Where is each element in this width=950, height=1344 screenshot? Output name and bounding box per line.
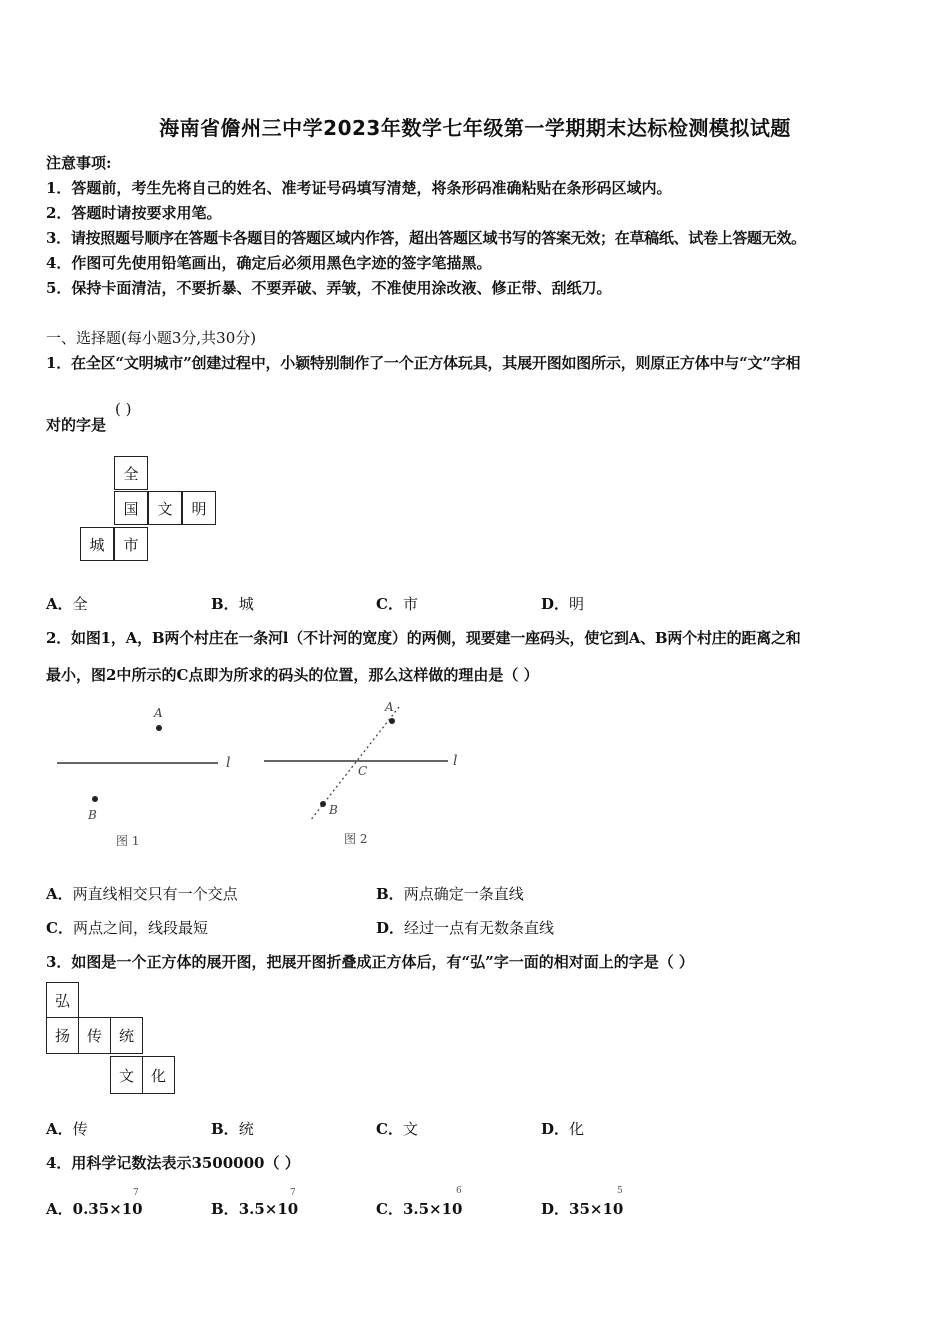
option-letter: D． bbox=[541, 1200, 570, 1218]
net-cell: 扬 bbox=[46, 1017, 79, 1054]
option-letter: B． bbox=[211, 595, 239, 613]
q4-option-a[interactable] bbox=[46, 1198, 143, 1219]
net-cell: 统 bbox=[110, 1017, 143, 1054]
q2-stem-cont: 最小，图2中所示的C点即为所求的码头的位置，那么这样做的理由是（ ） bbox=[46, 666, 539, 684]
q2-option-d[interactable] bbox=[376, 917, 554, 938]
caption-fig2: 图 2 bbox=[344, 832, 368, 846]
net-cell: 文 bbox=[148, 491, 182, 525]
option-text: 两点之间，线段最短 bbox=[72, 919, 208, 937]
net-cell: 市 bbox=[114, 527, 148, 561]
net-cell: 明 bbox=[182, 491, 216, 525]
q3-option-d[interactable] bbox=[541, 1118, 584, 1139]
option-text: 35×10 bbox=[569, 1200, 624, 1218]
option-letter: B． bbox=[211, 1200, 239, 1218]
label-b: B bbox=[329, 803, 338, 817]
point-a bbox=[389, 718, 395, 724]
option-letter: A． bbox=[46, 885, 73, 903]
page-title: 海南省儋州三中学2023年数学七年级第一学期期末达标检测模拟试题 bbox=[159, 116, 791, 140]
q4-option-d-exponent: 5 bbox=[617, 1186, 623, 1196]
q4-stem: 4．用科学记数法表示3500000（ ） bbox=[46, 1154, 300, 1172]
label-a: A bbox=[385, 700, 394, 714]
option-text: 0.35×10 bbox=[72, 1200, 143, 1218]
net-cell: 文 bbox=[110, 1056, 143, 1094]
q1-option-d[interactable] bbox=[541, 593, 584, 614]
q3-stem: 3．如图是一个正方体的展开图，把展开图折叠成正方体后，有“弘”字一面的相对面上的字是（ ） bbox=[46, 953, 694, 971]
option-text: 城 bbox=[238, 595, 254, 613]
option-letter: C． bbox=[376, 1120, 403, 1138]
option-letter: A． bbox=[46, 1200, 73, 1218]
label-b: B bbox=[88, 808, 97, 822]
q2-stem: 2．如图1，A，B两个村庄在一条河l（不计河的宽度）的两侧，现要建一座码头，使它到A、B两个村庄的距离之和 bbox=[46, 629, 801, 647]
caption-fig1: 图 1 bbox=[116, 834, 140, 848]
option-letter: C． bbox=[46, 919, 73, 937]
q2-option-a[interactable] bbox=[46, 883, 238, 904]
net-cell: 城 bbox=[80, 527, 114, 561]
option-text: 统 bbox=[238, 1120, 254, 1138]
notice-heading: 注意事项: bbox=[46, 154, 112, 172]
q4-option-b[interactable] bbox=[211, 1198, 298, 1219]
net-cell: 传 bbox=[78, 1017, 111, 1054]
q3-option-c[interactable] bbox=[376, 1118, 418, 1139]
q1-stem: 1．在全区“文明城市”创建过程中，小颖特别制作了一个正方体玩具，其展开图如图所示，则原正方体中与“文”字相 bbox=[46, 354, 801, 372]
option-text: 传 bbox=[72, 1120, 88, 1138]
option-text: 两点确定一条直线 bbox=[403, 885, 524, 903]
option-text: 市 bbox=[402, 595, 418, 613]
option-letter: C． bbox=[376, 595, 403, 613]
q3-option-a[interactable] bbox=[46, 1118, 88, 1139]
q2-figures bbox=[50, 695, 470, 855]
label-c: C bbox=[358, 764, 368, 778]
option-letter: C． bbox=[376, 1200, 403, 1218]
net-cell: 化 bbox=[142, 1056, 175, 1094]
option-letter: D． bbox=[376, 919, 405, 937]
option-text: 明 bbox=[569, 595, 585, 613]
q1-option-c[interactable] bbox=[376, 593, 418, 614]
option-text: 文 bbox=[402, 1120, 418, 1138]
point-b bbox=[92, 796, 98, 802]
option-text: 全 bbox=[72, 595, 88, 613]
option-text: 两直线相交只有一个交点 bbox=[72, 885, 238, 903]
notice-item: 2．答题时请按要求用笔。 bbox=[46, 204, 222, 222]
option-letter: A． bbox=[46, 595, 73, 613]
section-heading: 一、选择题(每小题3分,共30分) bbox=[46, 329, 257, 347]
option-letter: B． bbox=[211, 1120, 239, 1138]
option-letter: D． bbox=[541, 1120, 570, 1138]
point-a bbox=[156, 725, 162, 731]
q4-option-a-exponent: 7 bbox=[133, 1188, 139, 1198]
q1-option-a[interactable] bbox=[46, 593, 88, 614]
q4-option-c[interactable] bbox=[376, 1198, 463, 1219]
notice-item: 5．保持卡面清洁，不要折暴、不要弄破、弄皱，不准使用涂改液、修正带、刮纸刀。 bbox=[46, 279, 612, 297]
notice-item: 1．答题前，考生先将自己的姓名、准考证号码填写清楚，将条形码准确粘贴在条形码区域内。 bbox=[46, 179, 672, 197]
option-letter: D． bbox=[541, 595, 570, 613]
option-letter: B． bbox=[376, 885, 404, 903]
option-text: 化 bbox=[569, 1120, 585, 1138]
notice-item: 4．作图可先使用铅笔画出，确定后必须用黑色字迹的签字笔描黑。 bbox=[46, 254, 492, 272]
q1-answer-paren: ( ) bbox=[115, 400, 132, 418]
notice-item: 3．请按照题号顺序在答题卡各题目的答题区域内作答，超出答题区域书写的答案无效；在草稿纸、试卷上答题无效。 bbox=[46, 229, 806, 247]
q2-option-c[interactable] bbox=[46, 917, 208, 938]
option-letter: A． bbox=[46, 1120, 73, 1138]
option-text: 3.5×10 bbox=[238, 1200, 299, 1218]
q2-option-b[interactable] bbox=[376, 883, 524, 904]
q1-option-b[interactable] bbox=[211, 593, 254, 614]
option-text: 经过一点有无数条直线 bbox=[404, 919, 555, 937]
point-b bbox=[320, 801, 326, 807]
net-cell: 全 bbox=[114, 456, 148, 490]
q3-option-b[interactable] bbox=[211, 1118, 254, 1139]
net-cell: 国 bbox=[114, 491, 148, 525]
label-l: l bbox=[453, 753, 458, 769]
q4-option-b-exponent: 7 bbox=[290, 1188, 296, 1198]
label-a: A bbox=[154, 706, 163, 720]
option-text: 3.5×10 bbox=[402, 1200, 463, 1218]
label-l: l bbox=[226, 755, 231, 771]
net-cell: 弘 bbox=[46, 982, 79, 1018]
q4-option-c-exponent: 6 bbox=[456, 1186, 462, 1196]
q1-stem-cont: 对的字是 bbox=[46, 416, 107, 434]
q4-option-d[interactable] bbox=[541, 1198, 623, 1219]
